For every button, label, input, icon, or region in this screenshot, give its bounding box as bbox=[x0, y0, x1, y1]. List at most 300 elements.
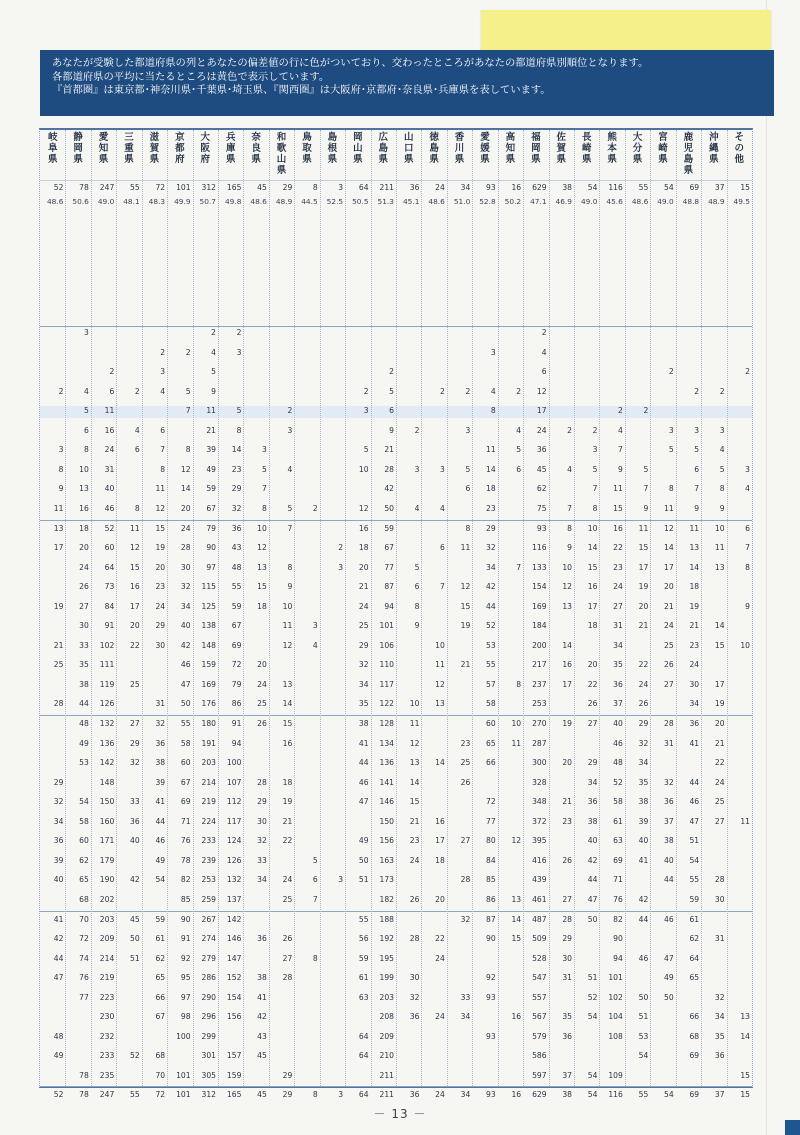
rank-cell: 179 bbox=[99, 855, 115, 865]
rank-cell: 42 bbox=[486, 582, 496, 592]
rank-cell: 6 bbox=[465, 484, 471, 494]
rank-cell: 14 bbox=[435, 758, 445, 768]
column-header-char: 県 bbox=[302, 154, 312, 165]
candidate-count: 72 bbox=[155, 183, 166, 192]
rank-cell: 46 bbox=[638, 953, 649, 963]
rank-cell: 4 bbox=[414, 503, 420, 513]
rank-cell: 6 bbox=[414, 582, 420, 592]
rank-cell: 126 bbox=[226, 855, 242, 865]
rank-cell: 44 bbox=[358, 758, 369, 768]
rank-cell: 11 bbox=[486, 445, 496, 455]
rank-cell: 21 bbox=[638, 621, 649, 631]
rank-cell: 44 bbox=[587, 875, 598, 885]
rank-cell: 36 bbox=[130, 816, 140, 826]
rank-cell: 34 bbox=[613, 640, 623, 650]
rank-cell: 2 bbox=[719, 386, 725, 396]
rank-cell: 2 bbox=[160, 347, 166, 357]
rank-cell: 4 bbox=[745, 484, 750, 494]
rank-cell: 23 bbox=[231, 464, 242, 474]
rank-cell: 44 bbox=[689, 777, 700, 787]
candidate-count: 38 bbox=[562, 183, 572, 192]
rank-cell: 51 bbox=[689, 836, 700, 846]
candidate-count: 116 bbox=[608, 183, 623, 192]
rank-cell: 38 bbox=[562, 1090, 572, 1100]
rank-cell: 17 bbox=[536, 406, 547, 416]
rank-cell: 2 bbox=[643, 406, 649, 416]
rank-cell: 90 bbox=[486, 934, 496, 944]
rank-cell: 32 bbox=[460, 914, 471, 924]
rank-cell: 63 bbox=[613, 836, 623, 846]
rank-cell: 23 bbox=[613, 562, 623, 572]
rank-cell: 39 bbox=[155, 777, 166, 787]
rank-cell: 211 bbox=[379, 1090, 394, 1100]
rank-cell: 64 bbox=[358, 1090, 369, 1100]
rank-cell: 173 bbox=[379, 875, 394, 885]
rank-cell: 9 bbox=[618, 464, 623, 474]
column-header-char: 鳥 bbox=[302, 132, 312, 143]
rank-cell: 27 bbox=[460, 836, 471, 846]
rank-cell: 214 bbox=[99, 953, 115, 963]
rank-cell: 57 bbox=[486, 679, 496, 689]
rank-cell: 49 bbox=[358, 836, 369, 846]
rank-cell: 32 bbox=[53, 797, 64, 807]
rank-cell: 39 bbox=[53, 855, 64, 865]
rank-cell: 2 bbox=[465, 386, 471, 396]
column-header-char: 県 bbox=[98, 154, 109, 165]
rank-cell: 2 bbox=[592, 425, 598, 435]
column-header-char: 愛 bbox=[98, 132, 109, 143]
rank-cell: 4 bbox=[618, 425, 623, 435]
rank-cell: 76 bbox=[180, 836, 191, 846]
rank-cell: 3 bbox=[490, 347, 496, 357]
rank-cell: 159 bbox=[226, 1070, 242, 1080]
rank-cell: 72 bbox=[155, 1090, 166, 1100]
rank-cell: 10 bbox=[282, 601, 293, 611]
rank-cell: 93 bbox=[486, 1090, 496, 1100]
rank-cell: 50 bbox=[384, 503, 394, 513]
rank-cell: 29 bbox=[587, 758, 598, 768]
column-header-char: 岡 bbox=[73, 143, 83, 154]
rank-cell: 26 bbox=[257, 719, 267, 728]
rank-cell: 54 bbox=[638, 1051, 649, 1061]
rank-cell: 64 bbox=[689, 953, 700, 963]
rank-cell: 14 bbox=[231, 445, 242, 455]
column-header bbox=[170, 130, 190, 165]
rank-cell: 24 bbox=[155, 601, 166, 611]
rank-cell: 2 bbox=[618, 406, 623, 416]
total-divider bbox=[40, 1086, 752, 1087]
rank-cell: 36 bbox=[689, 719, 700, 728]
rank-cell: 20 bbox=[664, 582, 674, 592]
rank-cell: 23 bbox=[460, 738, 471, 748]
column-header-char: 分 bbox=[632, 143, 643, 154]
rank-cell: 36 bbox=[257, 934, 267, 944]
rank-cell: 74 bbox=[79, 953, 89, 963]
column-header-char: 崎 bbox=[658, 143, 668, 154]
rank-cell: 2 bbox=[287, 406, 293, 416]
column-header-char: 奈 bbox=[251, 132, 261, 143]
rank-cell: 8 bbox=[719, 484, 725, 494]
column-header-char: 県 bbox=[531, 154, 541, 165]
rank-cell: 27 bbox=[587, 719, 598, 728]
column-header bbox=[424, 130, 444, 165]
rank-cell: 28 bbox=[257, 777, 267, 787]
column-header-char: 静 bbox=[73, 132, 83, 143]
rank-cell: 90 bbox=[180, 914, 191, 924]
average-score: 50.5 bbox=[352, 197, 369, 206]
column-header-char: 庫 bbox=[225, 143, 236, 154]
rank-cell: 19 bbox=[562, 719, 572, 728]
rank-cell: 21 bbox=[206, 425, 216, 435]
rank-cell: 132 bbox=[226, 875, 242, 885]
average-score: 48.1 bbox=[123, 197, 140, 206]
rank-cell: 14 bbox=[282, 699, 293, 709]
rank-cell: 199 bbox=[379, 973, 394, 983]
column-header-char: 県 bbox=[505, 154, 516, 165]
column-header bbox=[119, 130, 139, 165]
column-header-char: 香 bbox=[454, 132, 465, 143]
rank-cell: 38 bbox=[664, 836, 674, 846]
rank-cell: 29 bbox=[638, 719, 649, 728]
column-header-char: 都 bbox=[175, 143, 185, 154]
rank-cell: 8 bbox=[134, 503, 140, 513]
rank-cell: 31 bbox=[562, 973, 572, 983]
rank-cell: 36 bbox=[53, 836, 64, 846]
column-header-char: 歌 bbox=[276, 143, 287, 154]
rank-cell: 14 bbox=[562, 640, 572, 650]
rank-cell: 75 bbox=[536, 503, 547, 513]
rank-cell: 24 bbox=[689, 660, 700, 670]
rank-cell: 24 bbox=[435, 953, 445, 963]
rank-cell: 63 bbox=[358, 992, 369, 1002]
rank-cell: 22 bbox=[130, 640, 140, 650]
rank-cell: 13 bbox=[282, 679, 293, 689]
rank-cell: 28 bbox=[384, 464, 394, 474]
rank-cell: 28 bbox=[53, 699, 64, 709]
rank-cell: 112 bbox=[226, 797, 242, 807]
rank-cell: 156 bbox=[226, 1012, 242, 1022]
rank-cell: 50 bbox=[180, 699, 191, 709]
rank-cell: 45 bbox=[536, 464, 547, 474]
rank-cell: 7 bbox=[312, 894, 318, 904]
column-header bbox=[653, 130, 673, 165]
rank-cell: 14 bbox=[409, 777, 420, 787]
rank-cell: 202 bbox=[99, 894, 115, 904]
rank-cell: 33 bbox=[460, 992, 471, 1002]
column-header-char: 県 bbox=[480, 154, 490, 165]
rank-cell: 64 bbox=[358, 1031, 369, 1041]
column-header bbox=[94, 130, 114, 165]
rank-cell: 159 bbox=[201, 660, 216, 670]
rank-cell: 26 bbox=[460, 777, 471, 787]
rank-cell: 32 bbox=[714, 992, 725, 1002]
rank-cell: 42 bbox=[53, 934, 64, 944]
rank-cell: 157 bbox=[226, 1051, 242, 1061]
rank-cell: 76 bbox=[79, 973, 89, 983]
rank-cell: 2 bbox=[541, 328, 547, 337]
column-header-char: 県 bbox=[607, 154, 617, 165]
rank-cell: 3 bbox=[338, 1090, 344, 1100]
rank-cell: 10 bbox=[511, 719, 522, 728]
rank-cell: 36 bbox=[562, 1031, 572, 1041]
column-header-char: 三 bbox=[124, 132, 134, 143]
rank-cell: 22 bbox=[638, 660, 649, 670]
rank-cell: 299 bbox=[201, 1031, 216, 1041]
rank-cell: 247 bbox=[99, 1090, 115, 1100]
rank-cell: 4 bbox=[160, 386, 166, 396]
rank-cell: 7 bbox=[694, 484, 700, 494]
rank-cell: 52 bbox=[53, 1090, 64, 1100]
rank-cell: 15 bbox=[740, 1090, 750, 1100]
rank-cell: 20 bbox=[257, 660, 267, 670]
rank-cell: 52 bbox=[130, 1051, 140, 1061]
rank-cell: 86 bbox=[486, 894, 496, 904]
rank-cell: 10 bbox=[587, 523, 598, 533]
average-score: 49.0 bbox=[657, 197, 674, 206]
rank-cell: 35 bbox=[638, 777, 649, 787]
column-header-char: 県 bbox=[353, 154, 363, 165]
rank-cell: 92 bbox=[180, 953, 191, 963]
rank-cell: 3 bbox=[719, 425, 725, 435]
column-header-char: 島 bbox=[327, 132, 338, 143]
rank-cell: 34 bbox=[180, 601, 191, 611]
average-score: 50.6 bbox=[72, 197, 89, 206]
rank-cell: 95 bbox=[180, 973, 191, 983]
rank-cell: 4 bbox=[490, 386, 496, 396]
rank-cell: 14 bbox=[740, 1031, 750, 1041]
rank-cell: 27 bbox=[714, 816, 725, 826]
rank-cell: 10 bbox=[714, 523, 725, 533]
rank-cell: 61 bbox=[613, 816, 623, 826]
rank-cell: 35 bbox=[714, 1031, 725, 1041]
rank-cell: 41 bbox=[689, 738, 700, 748]
rank-cell: 25 bbox=[460, 758, 471, 768]
rank-cell: 7 bbox=[618, 445, 623, 455]
rank-cell: 2 bbox=[668, 367, 674, 377]
rank-cell: 15 bbox=[511, 934, 522, 944]
rank-cell: 239 bbox=[201, 855, 216, 865]
rank-cell: 5 bbox=[516, 445, 522, 455]
rank-cell: 54 bbox=[689, 855, 700, 865]
rank-cell: 14 bbox=[664, 543, 674, 553]
candidate-count: 165 bbox=[226, 183, 242, 192]
rank-cell: 176 bbox=[201, 699, 216, 709]
average-score: 48.8 bbox=[682, 197, 700, 206]
rank-cell: 5 bbox=[719, 464, 725, 474]
average-score: 48.6 bbox=[250, 197, 267, 206]
rank-cell: 13 bbox=[409, 758, 420, 768]
rank-cell: 60 bbox=[180, 758, 191, 768]
rank-cell: 38 bbox=[257, 973, 267, 983]
rank-cell: 12 bbox=[358, 503, 369, 513]
rank-cell: 18 bbox=[282, 777, 293, 787]
candidate-count: 78 bbox=[79, 183, 89, 192]
column-header-char: 阜 bbox=[47, 143, 58, 154]
rank-cell: 47 bbox=[689, 816, 700, 826]
rank-cell: 52 bbox=[613, 777, 623, 787]
average-score: 48.9 bbox=[708, 197, 725, 206]
rank-cell: 7 bbox=[160, 445, 166, 455]
candidate-count: 16 bbox=[511, 183, 522, 192]
rank-cell: 15 bbox=[714, 640, 725, 650]
rank-cell: 36 bbox=[231, 523, 242, 533]
rank-cell: 28 bbox=[409, 934, 420, 944]
candidate-count: 15 bbox=[740, 183, 750, 192]
rank-cell: 55 bbox=[689, 875, 700, 885]
rank-cell: 2 bbox=[389, 367, 394, 377]
ranking-table bbox=[39, 128, 753, 1100]
rank-cell: 51 bbox=[130, 953, 140, 963]
candidate-count: 629 bbox=[532, 183, 547, 192]
rank-cell: 28 bbox=[562, 914, 572, 924]
column-header-char: 県 bbox=[225, 154, 236, 165]
rank-cell: 72 bbox=[486, 797, 496, 807]
rank-cell: 124 bbox=[226, 836, 242, 846]
rank-cell: 85 bbox=[180, 894, 191, 904]
rank-cell: 26 bbox=[562, 855, 572, 865]
rank-cell: 11 bbox=[740, 816, 750, 826]
rank-cell: 47 bbox=[358, 797, 369, 807]
rank-cell: 27 bbox=[282, 953, 293, 963]
rank-cell: 4 bbox=[567, 464, 572, 474]
rank-cell: 76 bbox=[613, 894, 623, 904]
rank-cell: 24 bbox=[257, 679, 267, 689]
rank-cell: 20 bbox=[562, 758, 572, 768]
average-score: 52.8 bbox=[479, 197, 496, 206]
rank-cell: 279 bbox=[201, 953, 216, 963]
rank-cell: 12 bbox=[257, 543, 267, 553]
rank-cell: 30 bbox=[689, 679, 700, 689]
column-header bbox=[144, 130, 164, 165]
rank-cell: 32 bbox=[486, 543, 496, 553]
rank-cell: 47 bbox=[664, 953, 674, 963]
rank-cell: 3 bbox=[694, 425, 700, 435]
column-header bbox=[221, 130, 241, 165]
column-header-char: 知 bbox=[505, 143, 516, 154]
rank-cell: 41 bbox=[53, 914, 64, 924]
column-header bbox=[348, 130, 368, 165]
rank-cell: 80 bbox=[486, 836, 496, 846]
rank-cell: 148 bbox=[99, 777, 115, 787]
rank-cell: 32 bbox=[130, 758, 140, 768]
column-header-char: 県 bbox=[251, 154, 261, 165]
rank-cell: 132 bbox=[99, 719, 115, 728]
rank-cell: 29 bbox=[231, 484, 242, 494]
rank-cell: 5 bbox=[465, 464, 471, 474]
rank-cell: 20 bbox=[638, 601, 649, 611]
rank-cell: 46 bbox=[664, 914, 674, 924]
candidate-count: 69 bbox=[689, 183, 700, 192]
rank-cell: 24 bbox=[536, 425, 547, 435]
column-header-char: 県 bbox=[581, 154, 592, 165]
rank-cell: 12 bbox=[562, 582, 572, 592]
rank-cell: 18 bbox=[358, 543, 369, 553]
column-header-char: 島 bbox=[429, 143, 439, 154]
rank-cell: 47 bbox=[587, 894, 598, 904]
column-header-char: 県 bbox=[658, 154, 668, 165]
rank-cell: 32 bbox=[358, 660, 369, 670]
rank-cell: 94 bbox=[231, 738, 242, 748]
rank-cell: 44 bbox=[155, 816, 166, 826]
rank-cell: 17 bbox=[587, 601, 598, 611]
column-header-char: 山 bbox=[403, 132, 414, 143]
rank-cell: 7 bbox=[185, 406, 191, 416]
rank-cell: 2 bbox=[185, 347, 191, 357]
rank-cell: 14 bbox=[587, 543, 598, 553]
rank-cell: 6 bbox=[541, 367, 547, 377]
rank-cell: 20 bbox=[587, 660, 598, 670]
rank-cell: 16 bbox=[587, 582, 598, 592]
rank-cell: 45 bbox=[130, 914, 140, 924]
rank-cell: 18 bbox=[435, 855, 445, 865]
rank-cell: 116 bbox=[608, 1090, 623, 1100]
rank-cell: 19 bbox=[155, 543, 166, 553]
rank-cell: 54 bbox=[79, 797, 89, 807]
rank-cell: 2 bbox=[109, 367, 115, 377]
rank-cell: 28 bbox=[180, 543, 191, 553]
rank-cell: 128 bbox=[379, 719, 394, 728]
column-header bbox=[373, 130, 393, 165]
rank-cell: 43 bbox=[231, 543, 242, 553]
rank-cell: 20 bbox=[358, 562, 369, 572]
rank-cell: 9 bbox=[567, 543, 572, 553]
rank-cell: 71 bbox=[613, 875, 623, 885]
rank-cell: 4 bbox=[719, 445, 725, 455]
rank-cell: 32 bbox=[638, 738, 649, 748]
rank-cell: 3 bbox=[668, 425, 674, 435]
rank-cell: 84 bbox=[104, 601, 115, 611]
rank-cell: 48 bbox=[53, 1031, 64, 1041]
rank-cell: 348 bbox=[532, 797, 547, 807]
rank-cell: 77 bbox=[384, 562, 394, 572]
rank-cell: 7 bbox=[262, 484, 267, 494]
rank-cell: 47 bbox=[53, 973, 64, 983]
rank-cell: 219 bbox=[201, 797, 216, 807]
rank-cell: 211 bbox=[379, 1070, 394, 1080]
rank-cell: 25 bbox=[130, 679, 140, 689]
rank-cell: 9 bbox=[643, 503, 649, 513]
column-header bbox=[526, 130, 546, 165]
rank-cell: 65 bbox=[79, 875, 89, 885]
rank-cell: 4 bbox=[440, 503, 445, 513]
rank-cell: 38 bbox=[79, 679, 89, 689]
rank-cell: 58 bbox=[613, 797, 623, 807]
rank-cell: 11 bbox=[155, 484, 166, 494]
rank-cell: 17 bbox=[53, 543, 64, 553]
rank-cell: 2 bbox=[236, 328, 242, 337]
rank-cell: 11 bbox=[664, 503, 674, 513]
rank-cell: 7 bbox=[567, 503, 572, 513]
candidate-count: 64 bbox=[358, 183, 369, 192]
rank-cell: 87 bbox=[384, 582, 394, 592]
page-margin-line bbox=[766, 0, 767, 1135]
rank-cell: 2 bbox=[312, 503, 318, 513]
column-header-char: 県 bbox=[47, 154, 58, 165]
rank-cell: 40 bbox=[664, 855, 674, 865]
rank-cell: 200 bbox=[532, 640, 547, 650]
rank-cell: 5 bbox=[592, 464, 598, 474]
rank-cell: 49 bbox=[206, 464, 216, 474]
rank-cell: 487 bbox=[532, 914, 547, 924]
column-header-char: 沖 bbox=[709, 132, 719, 143]
rank-cell: 50 bbox=[664, 992, 674, 1002]
rank-cell: 5 bbox=[668, 445, 674, 455]
rank-cell: 82 bbox=[613, 914, 623, 924]
candidate-count: 29 bbox=[282, 183, 293, 192]
rank-cell: 19 bbox=[638, 582, 649, 592]
column-header-char: 重 bbox=[124, 143, 134, 154]
rank-cell: 26 bbox=[282, 934, 293, 944]
